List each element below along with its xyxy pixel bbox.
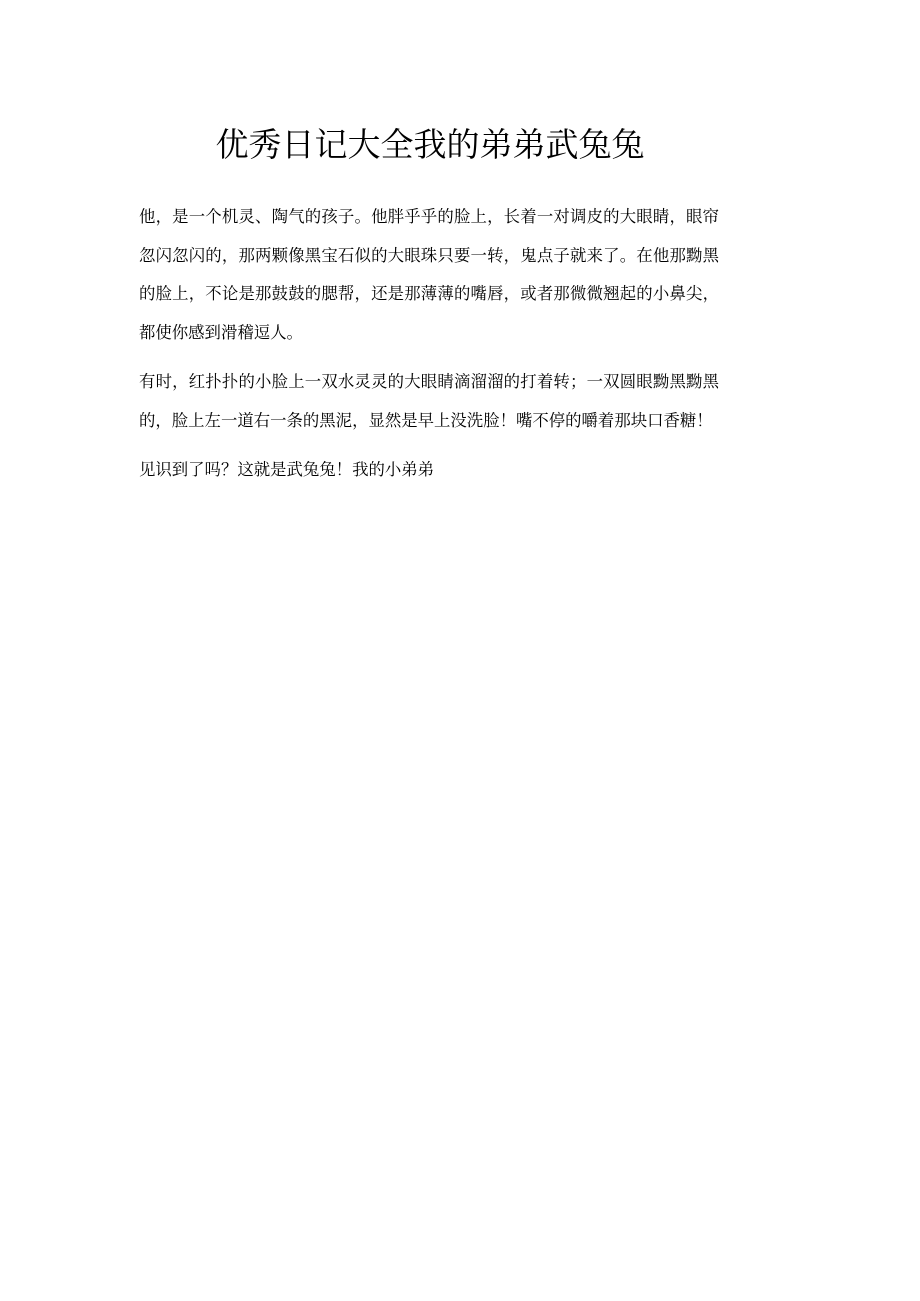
paragraph-1: 他，是一个机灵、陶气的孩子。他胖乎乎的脸上，长着一对调皮的大眼睛，眼帘忽闪忽闪的，那两颗像黑宝石似的大眼珠只要一转，鬼点子就来了。在他那黝黑的脸上，不论是那鼓鼓的腮帮，还是那薄薄的嘴唇，或者那微微翘起的小鼻尖，都使你感到滑稽逗人。	[139, 207, 719, 342]
paragraph-2: 有时，红扑扑的小脸上一双水灵灵的大眼睛滴溜溜的打着转；一双圆眼黝黑黝黑的，脸上左一道右一条的黑泥，显然是早上没洗脸！嘴不停的嚼着那块口香糖！	[139, 372, 719, 430]
paragraph-3: 见识到了吗？这就是武兔兔！我的小弟弟	[139, 460, 435, 479]
document-body	[139, 198, 719, 501]
document-title: 优秀日记大全我的弟弟武兔兔	[215, 125, 645, 164]
